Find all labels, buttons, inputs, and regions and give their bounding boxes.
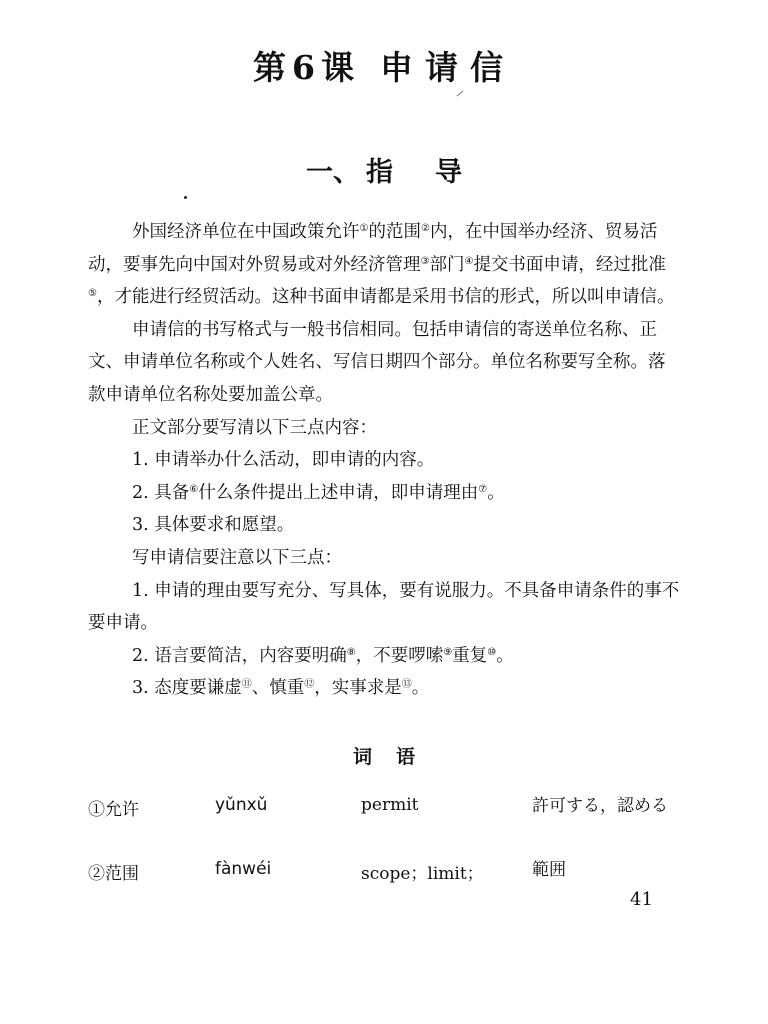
- vocab-japanese: 範囲: [532, 860, 566, 880]
- section-char-1: 指: [366, 157, 393, 188]
- stray-mark: [457, 91, 464, 97]
- lesson-title: [0, 42, 768, 89]
- text-run: ，才能进行经贸活动。这种书面申请都是采用书信的形式，所以叫申请信。: [96, 287, 675, 308]
- section-char-2: 导: [435, 157, 462, 188]
- lesson-suffix: 课: [320, 48, 356, 87]
- paragraph-1: [88, 216, 680, 314]
- list-item: 1. 申请的理由要写充分、写具体，要有说服力。不具备申请条件的事不要申请。: [88, 580, 680, 634]
- footnote-marker: ④: [464, 255, 474, 267]
- footnote-marker: ⑤: [88, 288, 97, 300]
- vocab-heading-char-1: 词: [352, 746, 372, 768]
- footnote-marker: ⑨: [443, 646, 453, 658]
- text-run: 2. 语言要简洁，内容要明确: [132, 645, 347, 666]
- vocab-pinyin: yǔnxǔ: [215, 795, 268, 815]
- list-item: 1. 申请举办什么活动，即申请的内容。: [132, 450, 435, 471]
- vocab-english: permit: [361, 795, 419, 815]
- list-item: [88, 640, 680, 673]
- footnote-marker: ⑩: [487, 646, 497, 658]
- text-run: 。: [411, 678, 430, 699]
- footnote-marker: ①: [359, 223, 369, 234]
- paragraph-4: 写申请信要注意以下三点：: [132, 547, 342, 568]
- lesson-name: 申请信: [379, 48, 515, 87]
- text-run: 什么条件提出上述申请，即申请理由: [198, 482, 479, 503]
- lesson-prefix: 第: [253, 48, 289, 87]
- vocab-japanese: 許可する，認める: [532, 796, 668, 816]
- footnote-marker: ③: [420, 255, 430, 267]
- vocab-heading-char-2: 语: [396, 746, 416, 768]
- text-run: 的范围: [368, 222, 421, 242]
- list-item: [88, 672, 680, 705]
- text-run: ，实事求是: [314, 678, 402, 699]
- footnote-marker: ⑬: [401, 679, 412, 691]
- vocab-word: ②范围: [88, 864, 139, 884]
- vocab-heading: [0, 742, 768, 769]
- footnote-marker: ⑪: [241, 679, 252, 691]
- guidance-body: [88, 216, 680, 705]
- footnote-marker: ⑧: [346, 646, 356, 658]
- text-run: ，不要啰嗦: [355, 645, 444, 666]
- paragraph-2: 申请信的书写格式与一般书信相同。包括申请信的寄送单位名称、正文、申请单位名称或个人姓名、写信日期四个部分。单位名称要写全称。落款申请单位名称处要加盖公章。: [88, 319, 666, 405]
- vocab-pinyin: fànwéi: [215, 859, 272, 879]
- text-run: 外国经济单位在中国政策允许: [132, 222, 360, 242]
- footnote-marker: ②: [420, 223, 430, 234]
- vocab-word: ①允许: [88, 800, 139, 820]
- text-run: 内，在中国举办经济、贸易活动，要事先向中国对外贸易或对外经济管理: [88, 222, 658, 275]
- text-run: 。: [496, 645, 514, 666]
- list-item: 3. 具体要求和愿望。: [132, 515, 295, 536]
- footnote-marker: ⑥: [189, 483, 199, 495]
- page-number: 41: [630, 889, 653, 910]
- text-run: 提交书面申请，经过批准: [473, 254, 666, 275]
- text-run: 重复: [452, 645, 488, 666]
- stray-dot: [184, 196, 187, 199]
- text-run: 3. 态度要谦虚: [132, 678, 242, 699]
- text-run: 2. 具备: [132, 482, 190, 503]
- footnote-marker: ⑫: [304, 679, 315, 691]
- vocab-english: scope；limit；: [361, 864, 484, 884]
- lesson-number: 6: [292, 48, 317, 87]
- list-item: [88, 477, 680, 510]
- text-run: 、慎重: [251, 678, 305, 699]
- text-run: 部门: [429, 254, 465, 275]
- footnote-marker: ⑦: [478, 483, 488, 495]
- section-heading: [0, 150, 768, 189]
- section-number: 一、: [306, 157, 360, 188]
- paragraph-3: 正文部分要写清以下三点内容：: [132, 417, 377, 438]
- text-run: 。: [487, 482, 505, 503]
